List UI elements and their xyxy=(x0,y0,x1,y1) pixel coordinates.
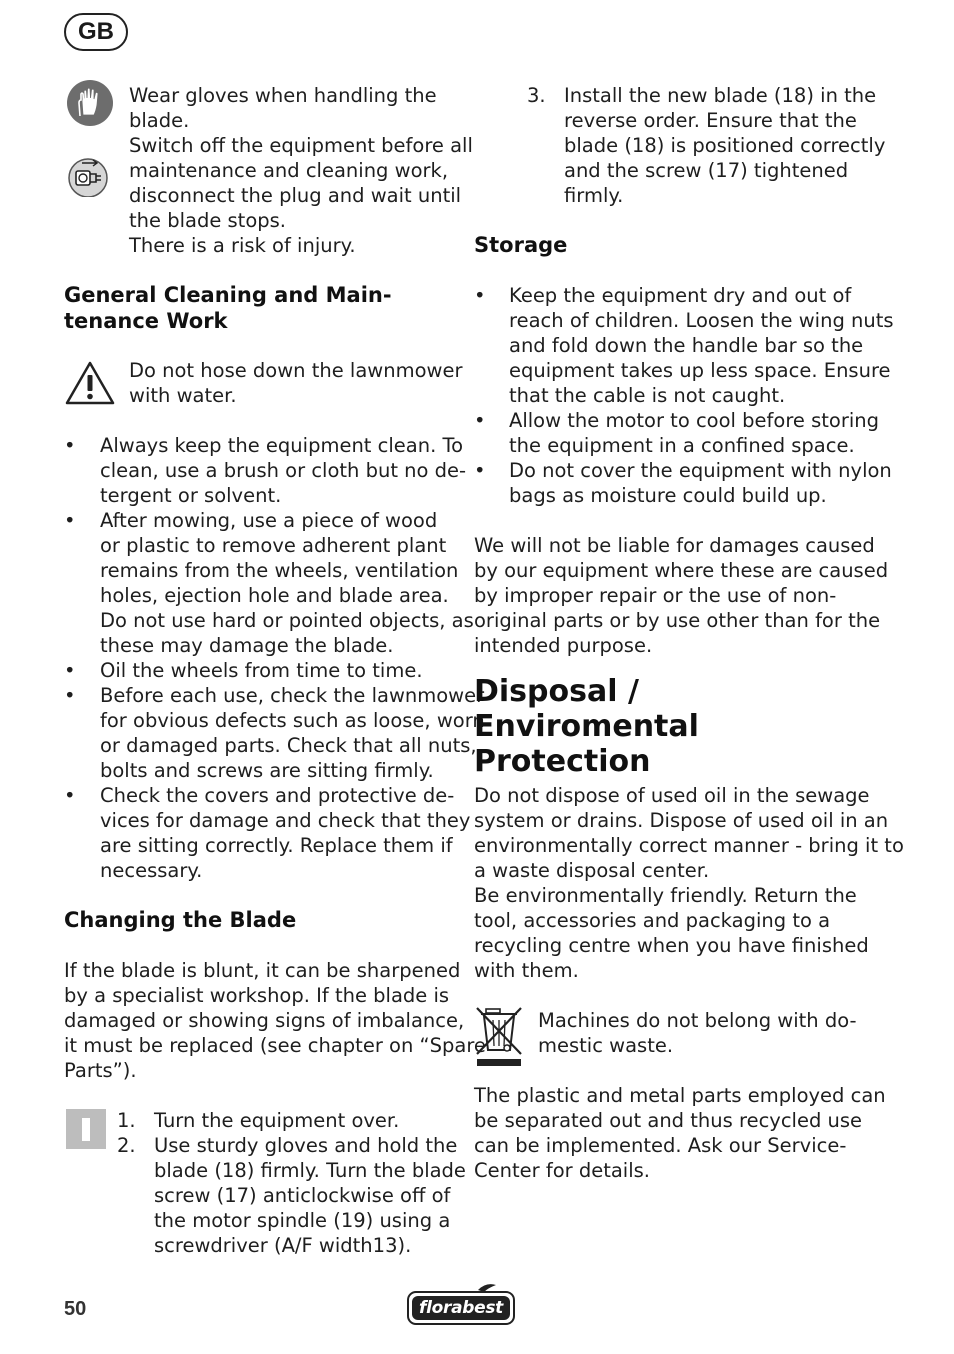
list-item: 1. Turn the equipment over. xyxy=(117,1109,400,1132)
unplug-icon xyxy=(66,155,112,197)
list-item: • Keep the equipment dry and out of reach of children. Loosen the wing nuts and fold down the handle bar so the equipment takes up less space. Ensure that the cable is not caught. xyxy=(474,284,894,407)
safety-notes: Wear gloves when handling the blade. Switch off the equipment before all maintenance and cleaning work, disconnect the plug and wait until the blade stops. There is a risk of injury. xyxy=(129,84,473,257)
warning-icon xyxy=(64,360,116,406)
recycle-paragraph: The plastic and metal parts employed can be separated out and thus recycled use can be implemented. Ask our Service- Center for details. xyxy=(474,1084,886,1182)
list-item: • After mowing, use a piece of wood or plastic to remove adherent plant remains from the wheels, ventilation holes, ejection hole and blade area. Do not use hard or pointed objects, as these may damage the blade. xyxy=(64,509,474,657)
crossed-bin-icon xyxy=(473,1002,525,1068)
storage-bullet-list xyxy=(474,283,894,508)
list-item: • Check the covers and protective de- vices for damage and check that they are sitting correctly. Replace them if necessary. xyxy=(64,784,471,882)
disposal-heading: Disposal / Enviromental Protection xyxy=(474,674,699,779)
info-icon xyxy=(66,1109,106,1149)
list-item: • Do not cover the equipment with nylon bags as moisture could build up. xyxy=(474,459,892,507)
liability-paragraph: We will not be liable for damages caused by our equipment where these are caused by improper repair or the use of non- original parts or by use other than for the intended purpose. xyxy=(474,534,889,657)
page-number: 50 xyxy=(64,1298,87,1320)
list-item: • Always keep the equipment clean. To clean, use a brush or cloth but no de- tergent or solvent. xyxy=(64,434,467,507)
list-item: • Before each use, check the lawnmower for obvious defects such as loose, worn or damaged parts. Check that all nuts, bolts and screws are sitting firmly. xyxy=(64,684,485,782)
brand-logo xyxy=(406,1282,516,1326)
gloves-icon xyxy=(66,79,114,127)
list-item: 2. Use sturdy gloves and hold the blade (18) firmly. Turn the blade screw (17) anticlockwise off of the motor spindle (19) using a screwdriver (A/F width13). xyxy=(117,1134,466,1257)
warning-text: Do not hose down the lawnmower with water. xyxy=(129,359,463,407)
blade-heading: Changing the Blade xyxy=(64,908,297,932)
cleaning-heading: General Cleaning and Main- tenance Work xyxy=(64,283,392,333)
language-badge: GB xyxy=(64,13,128,51)
blade-steps xyxy=(117,1108,466,1258)
list-item: • Allow the motor to cool before storing the equipment in a confined space. xyxy=(474,409,880,457)
list-item: • Oil the wheels from time to time. xyxy=(64,659,423,682)
cleaning-bullet-list xyxy=(64,433,485,883)
disposal-paragraph: Do not dispose of used oil in the sewage system or drains. Dispose of used oil in an environmentally correct manner - bring it to a waste disposal center. Be environmentally friendly. Return the tool, accessories and packaging to a recycling centre when you have finished with them. xyxy=(474,784,904,982)
list-item: 3. Install the new blade (18) in the reverse order. Ensure that the blade (18) is positioned correctly and the screw (17) tightened firmly. xyxy=(527,84,886,207)
weee-text: Machines do not belong with do- mestic waste. xyxy=(538,1009,857,1057)
blade-paragraph: If the blade is blunt, it can be sharpened by a specialist workshop. If the blade is damaged or showing signs of imbalance, it must be replaced (see chapter on “Spare Parts”). xyxy=(64,959,486,1082)
blade-step-3 xyxy=(527,83,886,208)
storage-heading: Storage xyxy=(474,233,568,257)
brand-name: florabest xyxy=(418,1298,503,1318)
